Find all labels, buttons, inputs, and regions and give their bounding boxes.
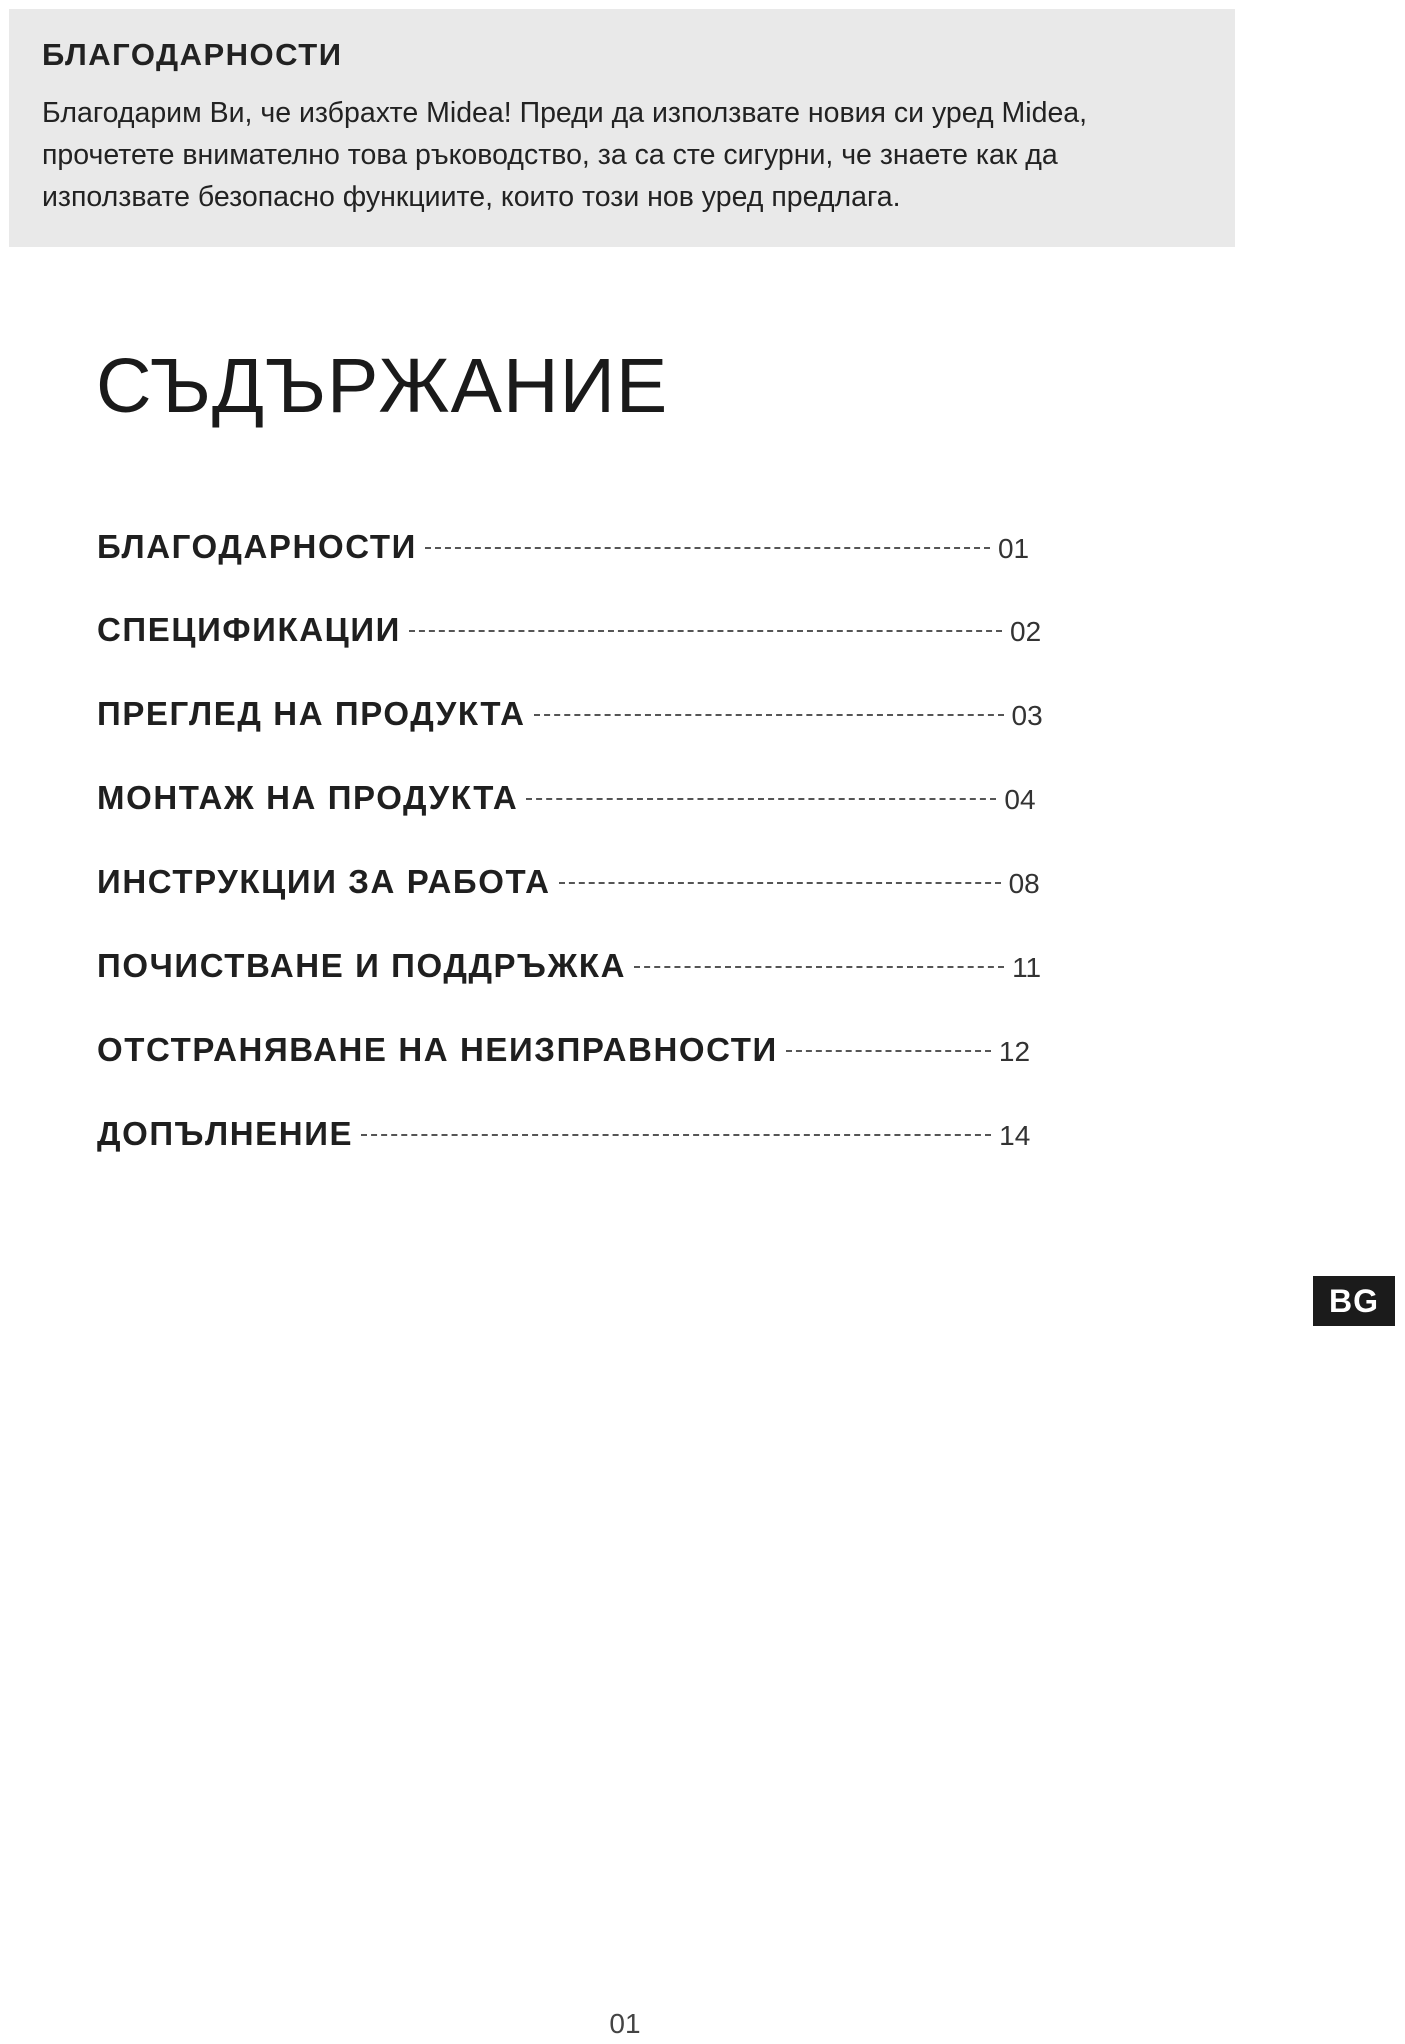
toc-item-label: ИНСТРУКЦИИ ЗА РАБОТА	[97, 863, 551, 900]
toc-leader	[425, 547, 990, 549]
toc-item-label: СПЕЦИФИКАЦИИ	[97, 611, 401, 648]
toc-item-label: БЛАГОДАРНОСТИ	[97, 528, 417, 565]
toc-item[interactable]	[97, 1031, 1030, 1075]
toc-item-label: ПРЕГЛЕД НА ПРОДУКТА	[97, 695, 526, 732]
toc-item-label: ДОПЪЛНЕНИЕ	[97, 1115, 354, 1152]
toc-item-page: 11	[1012, 952, 1042, 983]
toc-item[interactable]	[97, 611, 1041, 655]
toc-item-label: ОТСТРАНЯВАНЕ НА НЕИЗПРАВНОСТИ	[97, 1031, 778, 1068]
language-badge: BG	[1313, 1276, 1395, 1326]
toc-item-page: 14	[999, 1120, 1031, 1151]
toc-leader	[526, 798, 996, 800]
toc-leader	[786, 1050, 991, 1052]
thanks-heading: БЛАГОДАРНОСТИ	[42, 37, 343, 72]
toc-item-page: 02	[1010, 616, 1042, 647]
toc-leader	[634, 966, 1004, 968]
thanks-text: Благодарим Ви, че избрахте Midea! Преди да използвате новия си уред Midea, прочетете внимателно това ръководство, за са сте сигурни, че знаете как да използвате безопасно функциите, които този нов уред предлага.	[42, 97, 1088, 213]
toc-leader	[534, 714, 1004, 716]
toc-item-page: 01	[997, 533, 1030, 564]
toc-item-label: ПОЧИСТВАНЕ И ПОДДРЪЖКА	[97, 947, 627, 984]
toc-leader	[361, 1134, 991, 1136]
toc-leader	[559, 882, 1001, 884]
toc-title: СЪДЪРЖАНИЕ	[96, 343, 669, 429]
toc-item[interactable]	[97, 528, 1029, 572]
toc-item-page: 08	[1008, 868, 1040, 899]
toc-item-page: 03	[1011, 700, 1043, 731]
toc-item[interactable]	[97, 1115, 1030, 1159]
toc-item[interactable]	[97, 695, 1043, 739]
toc-item-page: 12	[998, 1036, 1031, 1067]
page-number: 01	[609, 2008, 641, 2039]
toc-item[interactable]	[97, 947, 1041, 991]
thanks-section	[9, 9, 1235, 247]
toc-leader	[409, 630, 1002, 632]
toc-item[interactable]	[97, 863, 1040, 907]
toc-item-page: 04	[1004, 784, 1036, 815]
toc-item-label: МОНТАЖ НА ПРОДУКТА	[97, 779, 519, 816]
toc-item[interactable]	[97, 779, 1036, 823]
